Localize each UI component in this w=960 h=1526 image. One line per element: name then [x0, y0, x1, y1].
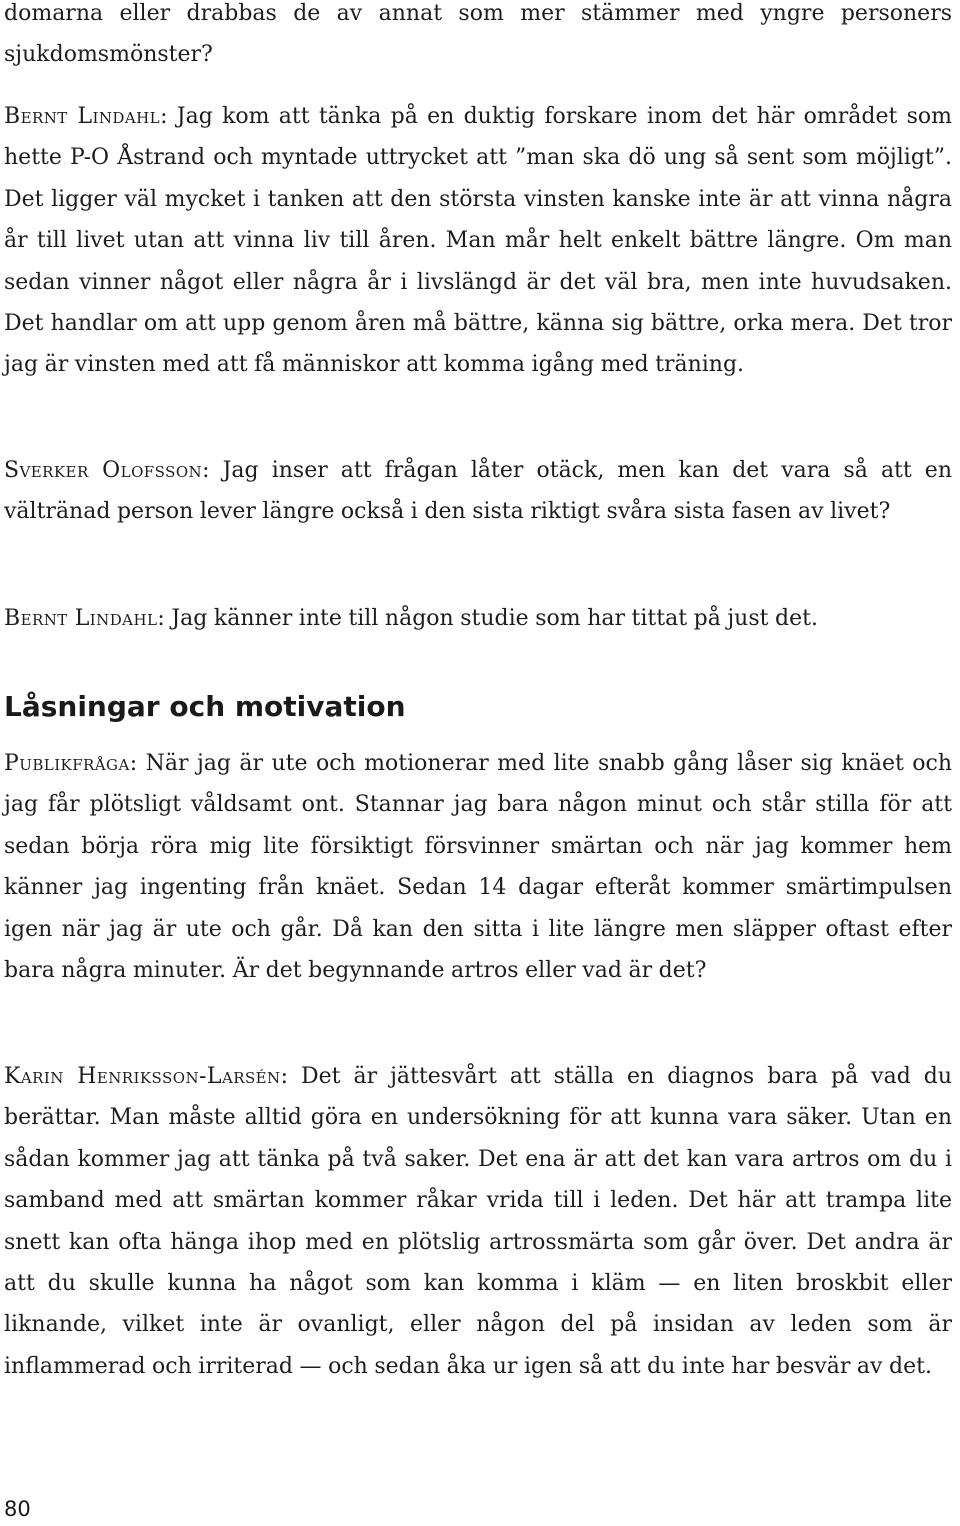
paragraph-text: Jag inser att frågan låter otäck, men kan det vara så att en vältränad person lever längre också i den sista riktigt svåra sista fasen av livet? [4, 458, 952, 525]
paragraph-text: domarna eller drabbas de av annat som mer stämmer med yngre personers sjukdomsmönster? [4, 1, 952, 68]
section-heading: Låsningar och motivation [4, 690, 406, 723]
speaker-name: Bernt Lindahl [4, 104, 161, 129]
paragraph-bernt-lindahl-1: Bernt Lindahl: Jag kom att tänka på en duktig forskare inom det här området som hette P-O Åstrand och myntade uttrycket att ”man ska dö ung så sent som möjligt”. Det ligger väl mycket i tanken att den största vinsten kanske inte är att vinna några år till livet utan att vinna liv till åren. Man mår helt enkelt bättre längre. Om man sedan vinner något eller några år i livslängd är det väl bra, men inte huvudsaken. Det handlar om att upp genom åren må bättre, känna sig bättre, orka mera. Det tror jag är vinsten med att få människor att komma igång med träning. [4, 104, 953, 378]
paragraph-karin-henriksson-larsen: Karin Henriksson-Larsén: Det är jättesvårt att ställa en diagnos bara på vad du berättar. Man måste alltid göra en undersökning för att kunna vara säker. Utan en sådan kommer jag att tänka på två saker. Det ena är att det kan vara artros om du i samband med att smärtan kommer råkar vrida till i leden. Det här att trampa lite snett kan ofta hänga ihop med en plötslig artrossmärta som går över. Det andra är att du skulle kunna ha något som kan komma i kläm — en liten broskbit eller liknande, vilket inte är ovanligt, eller någon del på insidan av leden som är inflammerad och irriterad — och sedan åka ur igen så att du inte har besvär av det. [4, 1064, 953, 1379]
speaker-name: Sverker Olofsson [4, 458, 203, 483]
page-number: 80 [4, 1497, 31, 1521]
paragraph-text: Jag kom att tänka på en duktig forskare inom det här området som hette P-O Åstrand och myntade uttrycket att ”man ska dö ung så sent som möjligt”. Det ligger väl mycket i tanken att den största vinsten kanske inte är att vinna några år till livet utan att vinna liv till åren. Man mår helt enkelt bättre längre. Om man sedan vinner något eller några år i livslängd är det väl bra, men inte huvudsaken. Det handlar om att upp genom åren må bättre, känna sig bättre, orka mera. Det tror jag är vinsten med att få människor att komma igång med träning. [4, 104, 953, 378]
paragraph-sverker-olofsson: Sverker Olofsson: Jag inser att frågan låter otäck, men kan det vara så att en vältränad person lever längre också i den sista riktigt svåra sista fasen av livet? [4, 458, 952, 525]
speaker-name: Publikfråga [4, 751, 130, 776]
paragraph-text: När jag är ute och motionerar med lite snabb gång låser sig knäet och jag får plötsligt våldsamt ont. Stannar jag bara någon minut och står stilla för att sedan börja röra mig lite försiktigt försvinner smärtan och när jag kommer hem känner jag ingenting från knäet. Sedan 14 dagar efteråt kommer smärtimpulsen igen när jag är ute och går. Då kan den sitta i lite längre men släpper oftast efter bara några minuter. Är det begynnande artros eller vad är det? [4, 751, 953, 984]
speaker-name: Bernt Lindahl [4, 606, 158, 631]
paragraph-continuation [4, 0, 952, 76]
paragraph-publikfraga: Publikfråga: När jag är ute och motionerar med lite snabb gång låser sig knäet och jag får plötsligt våldsamt ont. Stannar jag bara någon minut och står stilla för att sedan börja röra mig lite försiktigt försvinner smärtan och när jag kommer hem känner jag ingenting från knäet. Sedan 14 dagar efteråt kommer smärtimpulsen igen när jag är ute och går. Då kan den sitta i lite längre men släpper oftast efter bara några minuter. Är det begynnande artros eller vad är det? [4, 751, 953, 984]
paragraph-bernt-lindahl-2: Bernt Lindahl: Jag känner inte till någon studie som har tittat på just det. [4, 606, 818, 631]
paragraph-text: Det är jättesvårt att ställa en diagnos bara på vad du berättar. Man måste alltid göra en undersökning för att kunna vara säker. Utan en sådan kommer jag att tänka på två saker. Det ena är att det kan vara artros om du i samband med att smärtan kommer råkar vrida till i leden. Det här att trampa lite snett kan ofta hänga ihop med en plötslig artrossmärta som går över. Det andra är att du skulle kunna ha något som kan komma i kläm — en liten broskbit eller liknande, vilket inte är ovanligt, eller någon del på insidan av leden som är inflammerad och irriterad — och sedan åka ur igen så att du inte har besvär av det. [4, 1064, 953, 1379]
speaker-name: Karin Henriksson-Larsén [4, 1064, 281, 1089]
paragraph-text: Jag känner inte till någon studie som har tittat på just det. [171, 606, 818, 631]
